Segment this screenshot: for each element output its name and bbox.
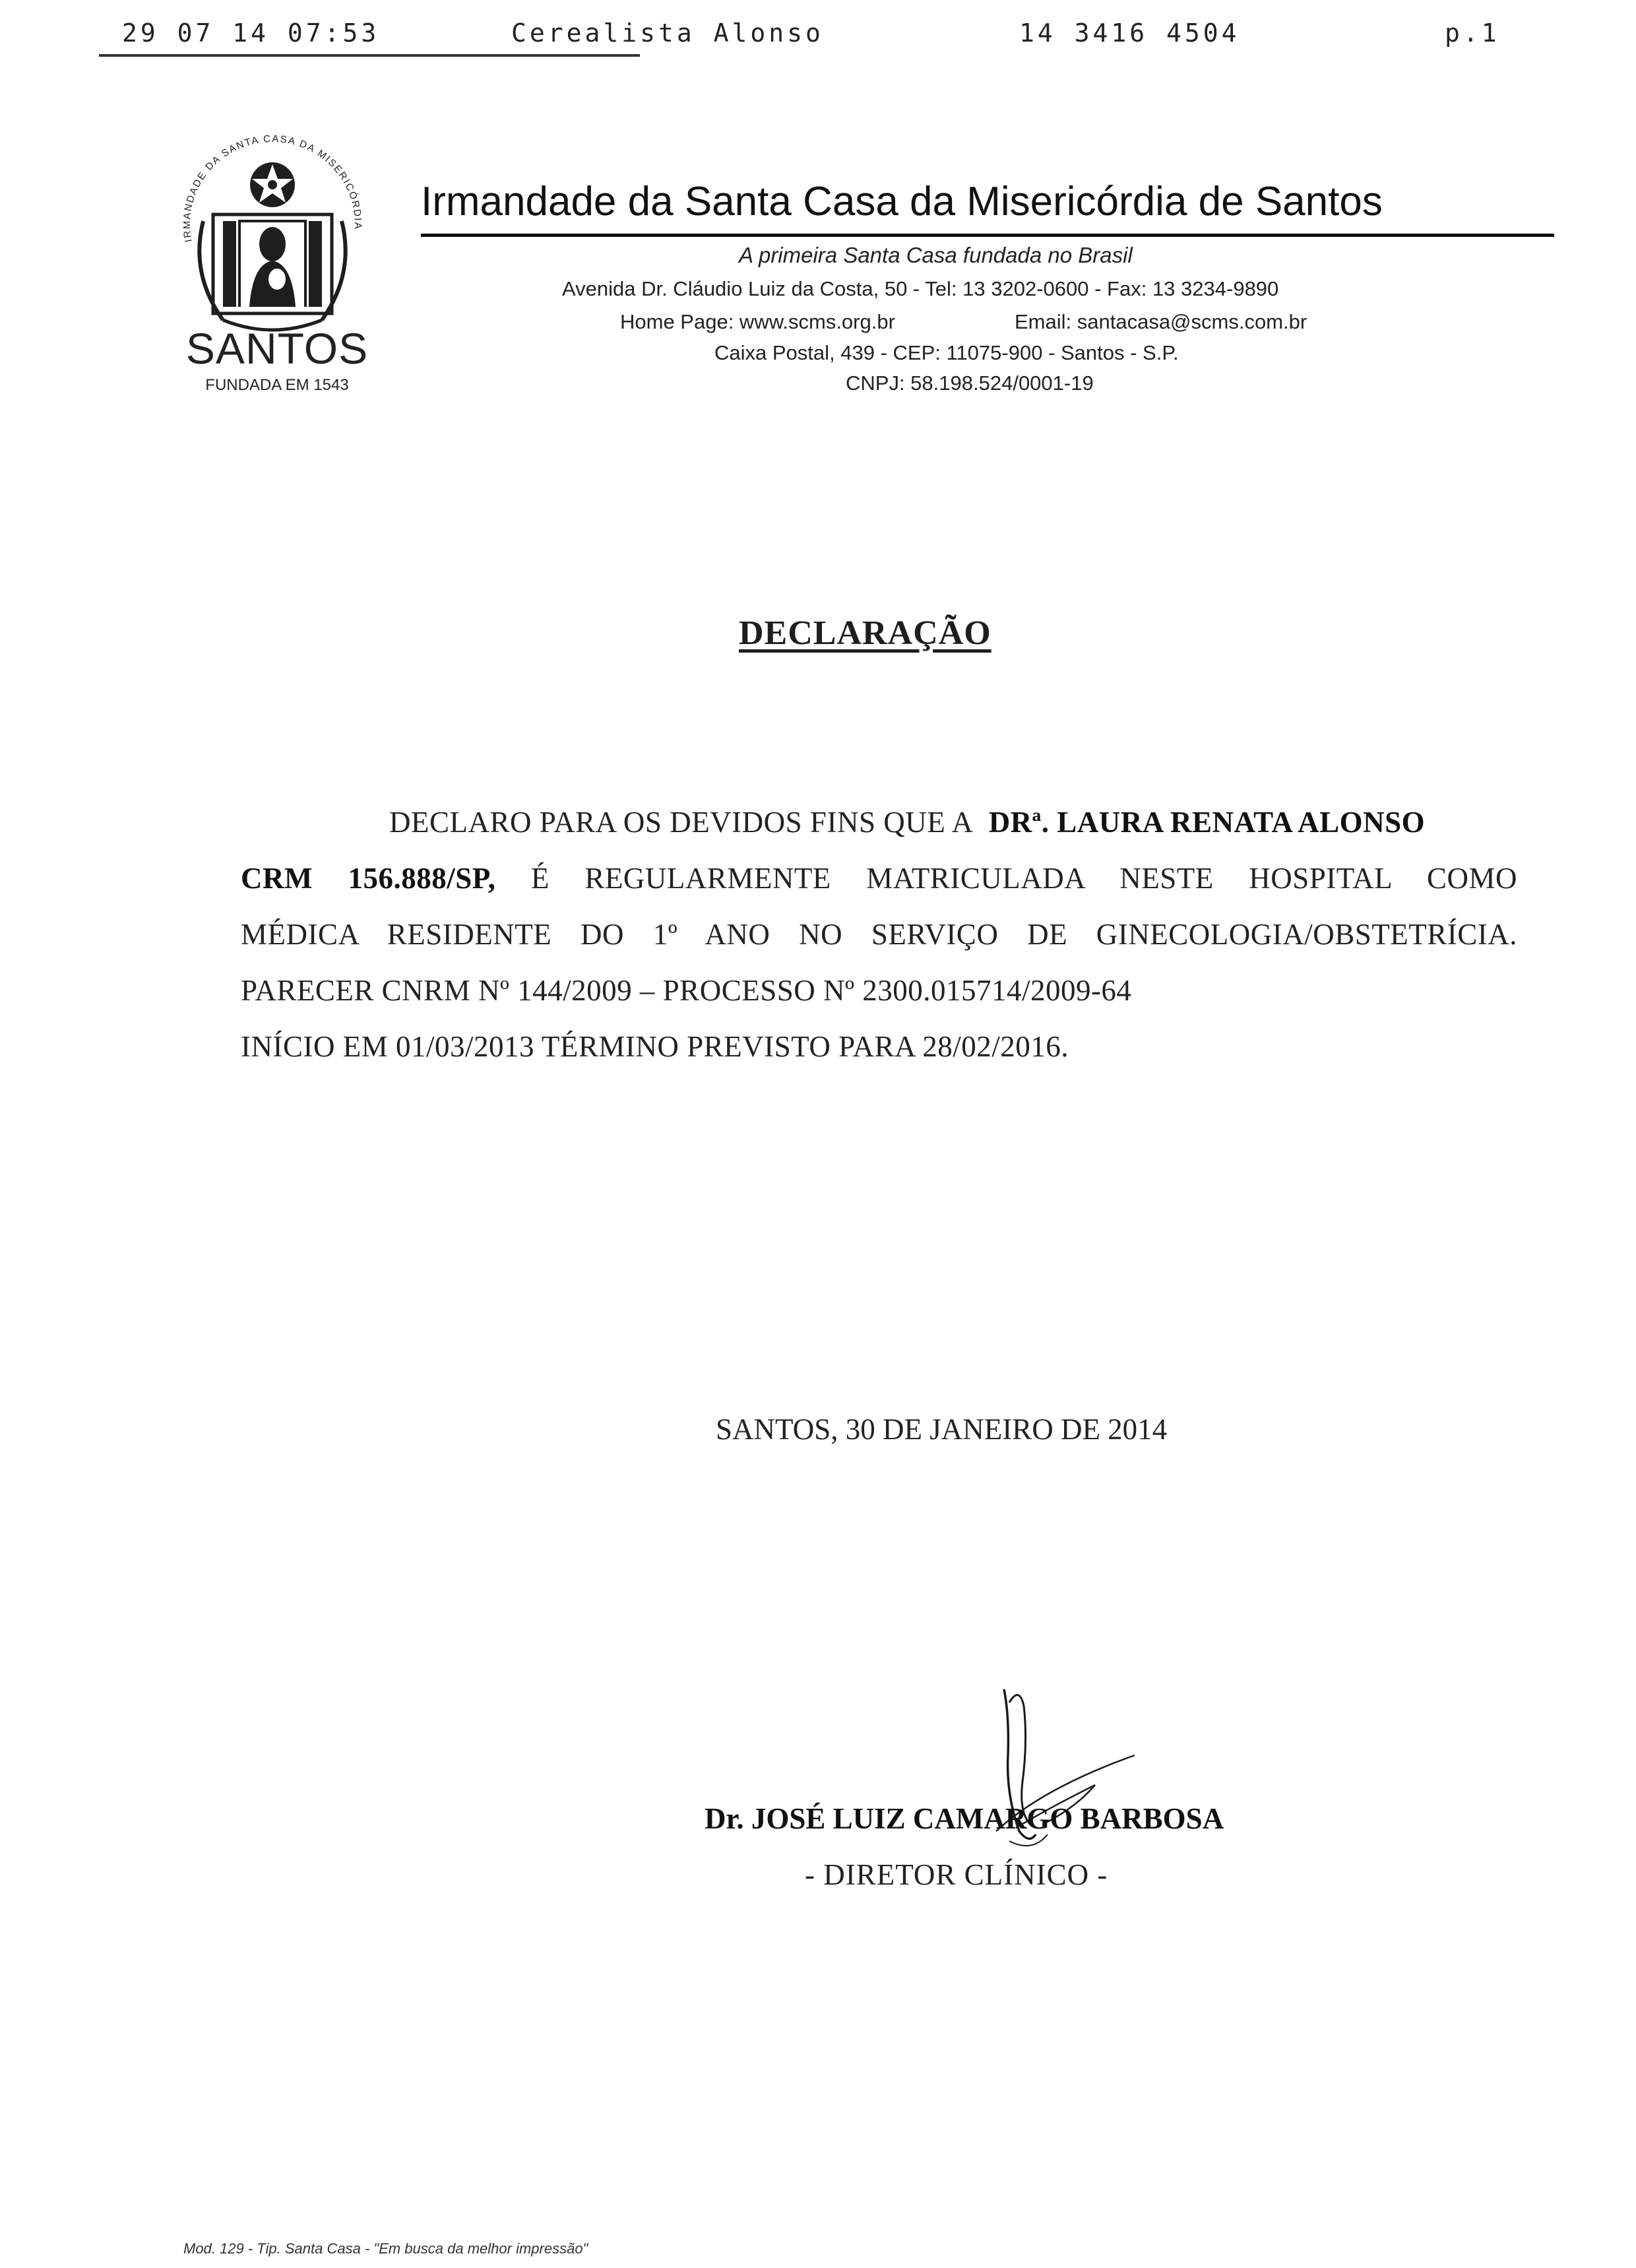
organization-tagline: A primeira Santa Casa fundada no Brasil bbox=[739, 243, 1133, 267]
place-and-date: SANTOS, 30 DE JANEIRO DE 2014 bbox=[716, 1413, 1168, 1446]
organization-address: Avenida Dr. Cláudio Luiz da Costa, 50 - Tel: 13 3202-0600 - Fax: 13 3234-9890 bbox=[562, 277, 1279, 300]
seal-arc-text: IRMANDADE DA SANTA CASA DA MISERICÓRDIA bbox=[181, 133, 364, 243]
physician-name: DRª. LAURA RENATA ALONSO bbox=[988, 806, 1426, 839]
organization-homepage: Home Page: www.scms.org.br bbox=[620, 310, 895, 333]
declaration-text: DECLARO PARA OS DEVIDOS FINS QUE A bbox=[389, 806, 972, 839]
declaration-line-4: PARECER CNRM Nº 144/2009 – PROCESSO Nº 2300.015714/2009-64 bbox=[241, 974, 1132, 1007]
fax-sender: Cerealista Alonso bbox=[511, 18, 824, 48]
letterhead-rule bbox=[421, 234, 1554, 237]
declaration-line-3: MÉDICA RESIDENTE DO 1º ANO NO SERVIÇO DE GINECOLOGIA/OBSTETRÍCIA. bbox=[241, 918, 1517, 951]
document-title: DECLARAÇÃO bbox=[739, 614, 991, 652]
organization-email: Email: santacasa@scms.com.br bbox=[1015, 310, 1307, 333]
fax-datetime: 29 07 14 07:53 bbox=[122, 18, 380, 48]
fax-phone: 14 3416 4504 bbox=[1019, 18, 1240, 48]
organization-name: Irmandade da Santa Casa da Misericórdia de Santos bbox=[421, 179, 1383, 224]
crm-number: CRM 156.888/SP, bbox=[241, 862, 496, 895]
fax-page: p.1 bbox=[1445, 18, 1500, 48]
signatory-role: - DIRETOR CLÍNICO - bbox=[805, 1858, 1108, 1891]
declaration-line-1 bbox=[389, 805, 1425, 839]
declaration-line-5: INÍCIO EM 01/03/2013 TÉRMINO PREVISTO PARA 28/02/2016. bbox=[241, 1030, 1069, 1063]
declaration-text: É REGULARMENTE MATRICULADA NESTE HOSPITAL COMO bbox=[530, 862, 1517, 895]
form-footer-note: Mod. 129 - Tip. Santa Casa - "Em busca da melhor impressão" bbox=[183, 2240, 588, 2257]
logo-city: SANTOS bbox=[185, 324, 369, 373]
organization-postal: Caixa Postal, 439 - CEP: 11075-900 - Santos - S.P. bbox=[714, 341, 1179, 364]
declaration-line-2 bbox=[241, 861, 1517, 895]
logo-founded: FUNDADA EM 1543 bbox=[205, 376, 349, 394]
organization-cnpj: CNPJ: 58.198.524/0001-19 bbox=[846, 372, 1094, 395]
signatory-name: Dr. JOSÉ LUIZ CAMARGO BARBOSA bbox=[705, 1802, 1224, 1835]
santa-casa-seal-logo bbox=[164, 122, 381, 333]
fax-header-rule bbox=[99, 54, 640, 57]
